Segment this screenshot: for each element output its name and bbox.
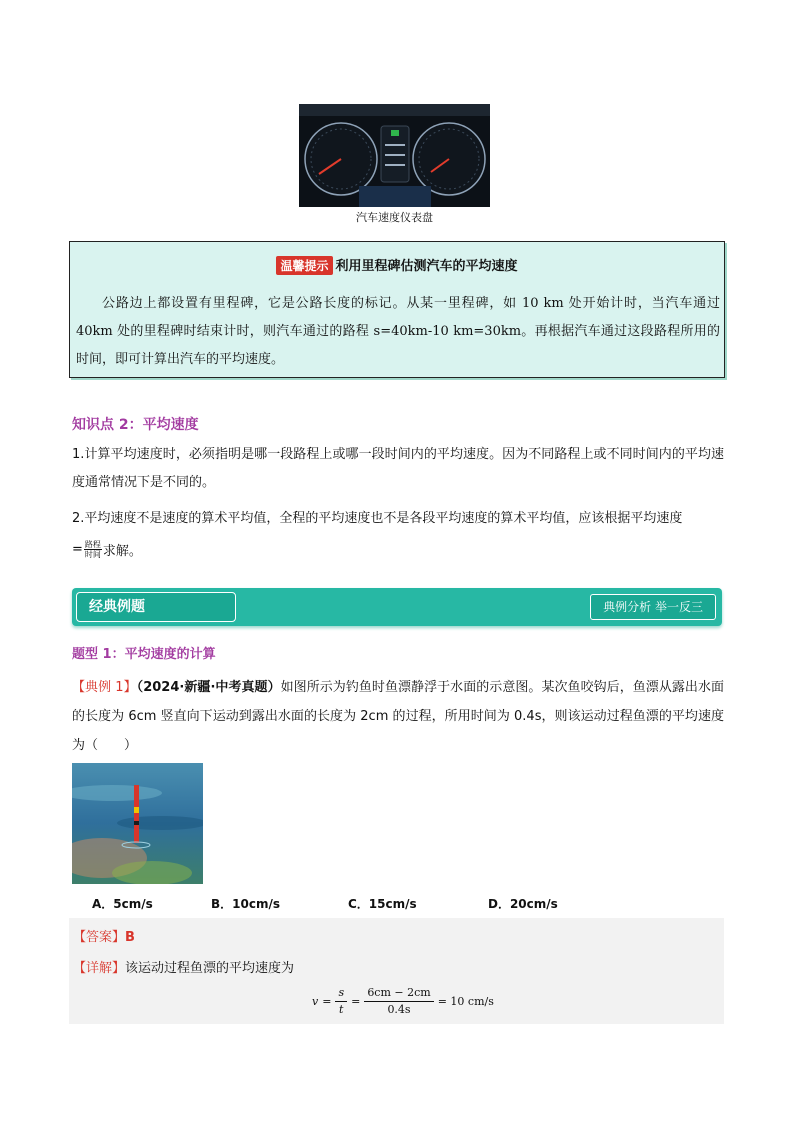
question-text (72, 673, 724, 760)
choice-d: D．20cm/s (488, 897, 558, 911)
eq-equals: = (322, 995, 332, 1008)
formula-fraction (84, 540, 102, 559)
formula-tail: 求解。 (102, 544, 142, 559)
eq-s: s (335, 985, 347, 1002)
tip-text: 公路边上都设置有里程碑，它是公路长度的标记。从某一里程碑，如 10 km 处开始计时，当汽车通过 40km 处的里程碑时结束计时，则汽车通过的路程 s=40km-10 km=30km。再根据汽车通过这段路程所用的时间，即可计算出汽车的平均速度。 (76, 296, 720, 367)
formula-numerator: 路程 (84, 540, 101, 549)
image-caption: 汽车速度仪表盘 (356, 211, 433, 224)
answer-area (69, 918, 724, 1024)
eq-fraction-values (364, 985, 433, 1018)
answer-value: B (125, 930, 135, 945)
average-speed-formula (72, 540, 142, 559)
banner-title: 经典例题 (76, 592, 236, 622)
knowledge-paragraph-1: 1.计算平均速度时，必须指明是哪一段路程上或哪一段时间内的平均速度。因为不同路程上或不同时间内的平均速度通常情况下是不同的。 (72, 447, 724, 490)
knowledge-point-heading: 知识点 2：平均速度 (72, 417, 199, 433)
eq-fraction-s-t (335, 985, 347, 1018)
classic-example-banner (72, 588, 722, 626)
speedometer-illustration (299, 104, 490, 207)
choice-c: C．15cm/s (348, 897, 417, 911)
question-source: （2024·新疆·中考真题） (136, 680, 281, 695)
eq-v: v (312, 995, 319, 1008)
question-tag: 【典例 1】 (72, 680, 137, 695)
formula-denominator: 时间 (84, 550, 101, 559)
tip-box (69, 241, 725, 378)
speed-equation (312, 985, 494, 1018)
tip-title-text: 利用里程碑估测汽车的平均速度 (335, 259, 518, 274)
answer-tag: 【答案】 (73, 930, 126, 945)
eq-equals-2: = (351, 995, 361, 1008)
tip-badge: 温馨提示 (276, 256, 332, 275)
eq-numerator: 6cm − 2cm (364, 985, 433, 1002)
question-type-heading: 题型 1：平均速度的计算 (72, 647, 216, 662)
detail-text: 该运动过程鱼漂的平均速度为 (125, 961, 295, 976)
eq-result: = 10 cm/s (437, 995, 494, 1008)
choice-a: A．5cm/s (92, 897, 153, 911)
question-body: 如图所示为钓鱼时鱼漂静浮于水面的示意图。某次鱼咬钩后，鱼漂从露出水面的长度为 6cm 竖直向下运动到露出水面的长度为 2cm 的过程，所用时间为 0.4s，则该运动过程鱼漂的平均速度为（ ） (72, 680, 724, 753)
banner-subtitle: 典例分析 举一反三 (590, 594, 716, 620)
eq-denominator: 0.4s (387, 1003, 411, 1016)
eq-t: t (339, 1003, 344, 1016)
detail-line (73, 957, 294, 976)
detail-tag: 【详解】 (73, 961, 126, 976)
choice-b: B．10cm/s (211, 897, 280, 911)
fishing-float-image (72, 763, 203, 884)
tip-title (70, 255, 724, 275)
answer-line (73, 926, 135, 945)
formula-equals: = (72, 542, 83, 557)
dashboard-image (299, 104, 490, 207)
knowledge-paragraph-2: 2.平均速度不是速度的算术平均值，全程的平均速度也不是各段平均速度的算术平均值，应该根据平均速度 (72, 511, 683, 526)
fishing-float-illustration (72, 763, 203, 884)
